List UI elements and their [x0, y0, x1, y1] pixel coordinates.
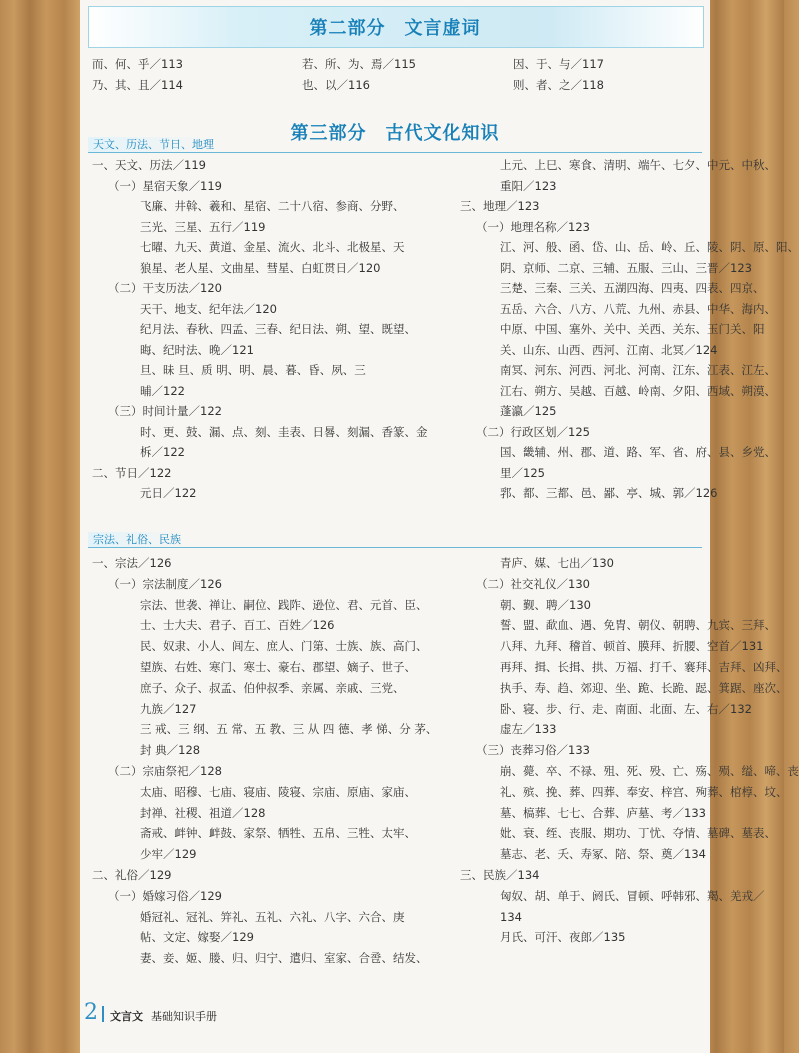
toc-subsection: （一）宗法制度／126 — [108, 576, 222, 591]
toc-entry: 郛、都、三都、邑、鄙、亭、城、郭／126 — [500, 486, 718, 500]
part3-title: 第三部分 古代文化知识 — [290, 123, 500, 144]
toc-entry: 南冥、河东、河西、河北、河南、江东、江表、江左、 — [500, 363, 776, 377]
toc-entry: 时、更、鼓、漏、点、刻、圭表、日晷、刻漏、香篆、金 — [140, 424, 428, 439]
toc-subsection: （一）婚嫁习俗／129 — [108, 888, 222, 903]
particle-entry: 乃、其、且／114 — [92, 78, 183, 92]
toc-entry: 斋戒、衅钟、衅鼓、家祭、牺牲、五帛、三牲、太牢、 — [140, 826, 416, 841]
toc-entry: 江右、朔方、吴越、百越、岭南、夕阳、西域、朔漠、 — [500, 383, 776, 398]
toc-entry: 帖、文定、嫁娶／129 — [140, 930, 254, 945]
toc-entry: 民、奴隶、小人、闾左、庶人、门第、士族、族、高门、 — [140, 639, 428, 654]
toc-entry: 三楚、三秦、三关、五湖四海、四夷、四表、四京、 — [500, 281, 765, 295]
toc-entry: 宗法、世袭、禅让、嗣位、践阼、逊位、君、元首、臣、 — [140, 597, 428, 612]
toc-entry: 阴、京师、二京、三辅、五服、三山、三晋／123 — [500, 260, 752, 275]
toc-entry: 中原、中国、塞外、关中、关西、关东、玉门关、阳 — [500, 322, 765, 336]
toc-entry: 卧、寝、步、行、走、南面、北面、左、右／132 — [500, 701, 752, 716]
toc-entry: 纪月法、春秋、四孟、三春、纪日法、朔、望、既望、 — [140, 322, 416, 336]
toc-chapter: 三、地理／123 — [460, 199, 540, 213]
toc-subsection: （三）丧葬习俗／133 — [476, 743, 590, 758]
toc-entry: 九族／127 — [140, 701, 197, 716]
particle-entry: 也、以／116 — [302, 78, 370, 92]
particle-entry: 而、何、乎／113 — [92, 57, 183, 71]
toc-entry: 朝、觐、聘／130 — [500, 597, 591, 612]
toc-entry: 妣、衰、绖、丧服、期功、丁忧、夺情、墓碑、墓表、 — [500, 826, 776, 841]
toc-entry: 婚冠礼、冠礼、笄礼、五礼、六礼、八字、六合、庚 — [140, 909, 405, 924]
toc-entry: 望族、右姓、寒门、寒士、豪右、郡望、嫡子、世子、 — [140, 660, 416, 674]
toc-subsection: （二）社交礼仪／130 — [476, 576, 590, 591]
particle-entry: 则、者、之／118 — [513, 78, 604, 92]
toc-chapter: 二、节日／122 — [92, 465, 172, 480]
toc-entry: 八拜、九拜、稽首、顿首、膜拜、折腰、空首／131 — [500, 639, 764, 654]
toc-entry: 飞廉、井斡、羲和、星宿、二十八宿、参商、分野、 — [140, 199, 405, 213]
toc-subsection: （三）时间计量／122 — [108, 404, 222, 418]
book-subtitle: 基础知识手册 — [151, 1010, 217, 1023]
footer-divider — [102, 1006, 104, 1022]
page-number: 2 — [84, 1000, 98, 1025]
toc-entry: 天干、地支、纪年法／120 — [140, 301, 277, 316]
toc-entry: 元日／122 — [140, 486, 197, 500]
toc-entry: 月氏、可汗、夜郎／135 — [500, 930, 626, 945]
toc-entry: 誓、盟、歃血、遇、免胄、朝仪、朝聘、九宾、三拜、 — [500, 618, 776, 633]
toc-entry: 旦、昧 旦、质 明、明、晨、暮、昏、夙、三 — [140, 363, 366, 377]
toc-entry: 晦、纪时法、晚／121 — [140, 342, 254, 357]
toc-entry: 狼星、老人星、文曲星、彗星、白虹贯日／120 — [140, 260, 381, 275]
toc-entry: 七曜、九天、黄道、金星、流火、北斗、北极星、天 — [140, 240, 405, 254]
toc-entry: 封禅、社稷、祖道／128 — [140, 805, 266, 820]
toc-chapter: 二、礼俗／129 — [92, 868, 172, 882]
toc-entry: 三光、三星、五行／119 — [140, 219, 266, 234]
toc-entry: 柝／122 — [140, 445, 185, 459]
toc-entry: 执手、寿、趋、郊迎、坐、跪、长跪、跽、箕踞、座次、 — [500, 680, 788, 695]
toc-subsection: （一）星宿天象／119 — [108, 178, 222, 193]
toc-entry: 五岳、六合、八方、八荒、九州、赤县、中华、海内、 — [500, 301, 776, 316]
section-label: 天文、历法、节日、地理 — [88, 137, 222, 152]
toc-entry: 再拜、揖、长揖、拱、万福、打千、褰拜、吉拜、凶拜、 — [500, 660, 788, 674]
toc-entry: 庶子、众子、叔孟、伯仲叔季、亲属、亲戚、三党、 — [140, 680, 405, 695]
toc-entry: 士、士大夫、君子、百工、百姓／126 — [140, 618, 335, 633]
section-header-astronomy — [88, 137, 702, 153]
book-page — [80, 0, 799, 1053]
toc-entry: 国、畿辅、州、郡、道、路、军、省、府、县、乡党、 — [500, 445, 776, 459]
running-footer — [110, 1008, 217, 1024]
toc-subsection: （一）地理名称／123 — [476, 219, 590, 234]
toc-chapter: 三、民族／134 — [460, 868, 540, 882]
toc-entry: 蓬瀛／125 — [500, 404, 557, 418]
toc-entry: 匈奴、胡、单于、阏氏、冒顿、呼韩邪、羯、羌戎／ — [500, 888, 765, 903]
toc-subsection: （二）行政区划／125 — [476, 424, 590, 439]
toc-entry: 太庙、昭穆、七庙、寝庙、陵寝、宗庙、原庙、家庙、 — [140, 784, 416, 799]
particle-entry: 若、所、为、焉／115 — [302, 57, 416, 71]
toc-entry: 妻、妾、姬、媵、归、归宁、遣归、室家、合卺、结发、 — [140, 951, 428, 966]
particle-entry: 因、于、与／117 — [513, 57, 604, 71]
toc-entry: 墓、槁葬、七七、合葬、庐墓、考／133 — [500, 805, 706, 820]
toc-subsection: （二）宗庙祭祀／128 — [108, 764, 222, 778]
toc-entry: 134 — [500, 909, 522, 924]
toc-entry: 三 戒、三 纲、五 常、五 教、三 从 四 德、孝 悌、分 茅、 — [140, 722, 438, 737]
toc-entry: 崩、薨、卒、不禄、殂、死、殁、亡、殇、殒、缢、啼、丧 — [500, 764, 799, 778]
section-header-customs — [88, 532, 702, 548]
toc-entry: 封 典／128 — [140, 743, 201, 758]
toc-entry: 里／125 — [500, 465, 545, 480]
toc-entry: 青庐、媒、七出／130 — [500, 556, 614, 570]
toc-entry: 墓志、老、夭、寿冢、陪、祭、奠／134 — [500, 847, 706, 862]
toc-entry: 少牢／129 — [140, 847, 197, 862]
toc-chapter: 一、天文、历法／119 — [92, 158, 206, 172]
section-label: 宗法、礼俗、民族 — [88, 532, 189, 547]
toc-entry: 虚左／133 — [500, 722, 557, 737]
toc-entry: 重阳／123 — [500, 178, 557, 193]
toc-entry: 礼、殡、挽、葬、四葬、奉安、梓宫、殉葬、棺椁、坟、 — [500, 784, 788, 799]
toc-entry: 江、河、般、函、岱、山、岳、岭、丘、陵、阴、原、阳、 — [500, 240, 799, 254]
toc-entry: 上元、上巳、寒食、清明、端午、七夕、中元、中秋、 — [500, 158, 776, 172]
book-title: 文言文 — [110, 1010, 143, 1023]
toc-entry: 晡／122 — [140, 383, 185, 398]
toc-subsection: （二）干支历法／120 — [108, 281, 222, 295]
part2-title: 第二部分 文言虚词 — [309, 18, 481, 39]
toc-chapter: 一、宗法／126 — [92, 556, 172, 570]
toc-entry: 关、山东、山西、西河、江南、北冥／124 — [500, 342, 718, 357]
